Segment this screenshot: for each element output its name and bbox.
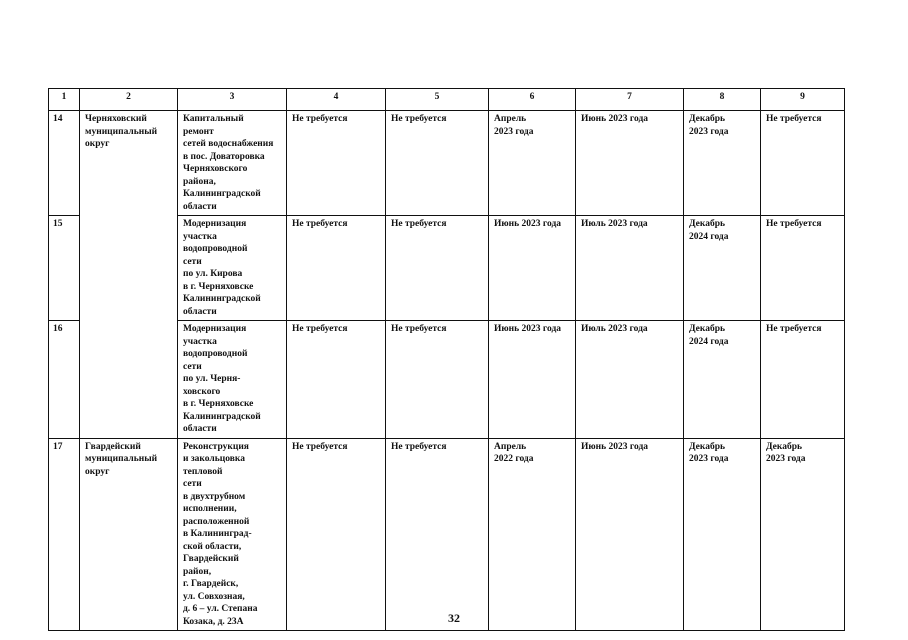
table-row xyxy=(49,438,845,631)
header-cell-9: 9 xyxy=(761,89,845,111)
row-number: 16 xyxy=(49,321,80,439)
cell-col7: Июнь 2023 года xyxy=(576,438,684,631)
object-cell: Капитальный ремонт сетей водоснабжения в пос. Доваторовка Черняховского района, Калининградской области xyxy=(178,111,287,216)
object-cell: Реконструкция и закольцовка тепловой сети в двухтрубном исполнении, расположенной в Калининград- ской области, Гвардейский район, г. Гвардейск, ул. Совхозная, д. 6 – ул. Степана Козака, д. 23А xyxy=(178,438,287,631)
cell-col8: Декабрь 2024 года xyxy=(684,321,761,439)
cell-col5: Не требуется xyxy=(386,111,489,216)
cell-col9: Не требуется xyxy=(761,216,845,321)
cell-col7: Июнь 2023 года xyxy=(576,111,684,216)
header-cell-1: 1 xyxy=(49,89,80,111)
cell-col6: Апрель 2022 года xyxy=(489,438,576,631)
header-cell-5: 5 xyxy=(386,89,489,111)
cell-col6: Апрель 2023 года xyxy=(489,111,576,216)
cell-col4: Не требуется xyxy=(287,111,386,216)
cell-col8: Декабрь 2023 года xyxy=(684,438,761,631)
row-number: 14 xyxy=(49,111,80,216)
header-cell-6: 6 xyxy=(489,89,576,111)
header-cell-8: 8 xyxy=(684,89,761,111)
cell-col8: Декабрь 2024 года xyxy=(684,216,761,321)
district-cell: Гвардейский муниципальный округ xyxy=(80,438,178,631)
cell-col6: Июнь 2023 года xyxy=(489,321,576,439)
header-cell-4: 4 xyxy=(287,89,386,111)
cell-col9: Не требуется xyxy=(761,111,845,216)
cell-col8: Декабрь 2023 года xyxy=(684,111,761,216)
page-number: 32 xyxy=(448,611,460,625)
object-cell: Модернизация участка водопроводной сети по ул. Кирова в г. Черняховске Калининградской области xyxy=(178,216,287,321)
cell-col4: Не требуется xyxy=(287,216,386,321)
table-row xyxy=(49,111,845,216)
cell-col9: Декабрь 2023 года xyxy=(761,438,845,631)
header-cell-3: 3 xyxy=(178,89,287,111)
object-cell: Модернизация участка водопроводной сети по ул. Черня- ховского в г. Черняховске Калининградской области xyxy=(178,321,287,439)
cell-col5: Не требуется xyxy=(386,321,489,439)
row-number: 15 xyxy=(49,216,80,321)
cell-col7: Июль 2023 года xyxy=(576,321,684,439)
cell-col5: Не требуется xyxy=(386,216,489,321)
header-row xyxy=(49,89,845,111)
header-cell-2: 2 xyxy=(80,89,178,111)
district-cell: Черняховский муниципальный округ xyxy=(80,111,178,439)
row-number: 17 xyxy=(49,438,80,631)
schedule-table xyxy=(48,88,845,631)
cell-col4: Не требуется xyxy=(287,438,386,631)
cell-col9: Не требуется xyxy=(761,321,845,439)
cell-col7: Июль 2023 года xyxy=(576,216,684,321)
cell-col4: Не требуется xyxy=(287,321,386,439)
header-cell-7: 7 xyxy=(576,89,684,111)
cell-col6: Июнь 2023 года xyxy=(489,216,576,321)
cell-col5: Не требуется xyxy=(386,438,489,631)
